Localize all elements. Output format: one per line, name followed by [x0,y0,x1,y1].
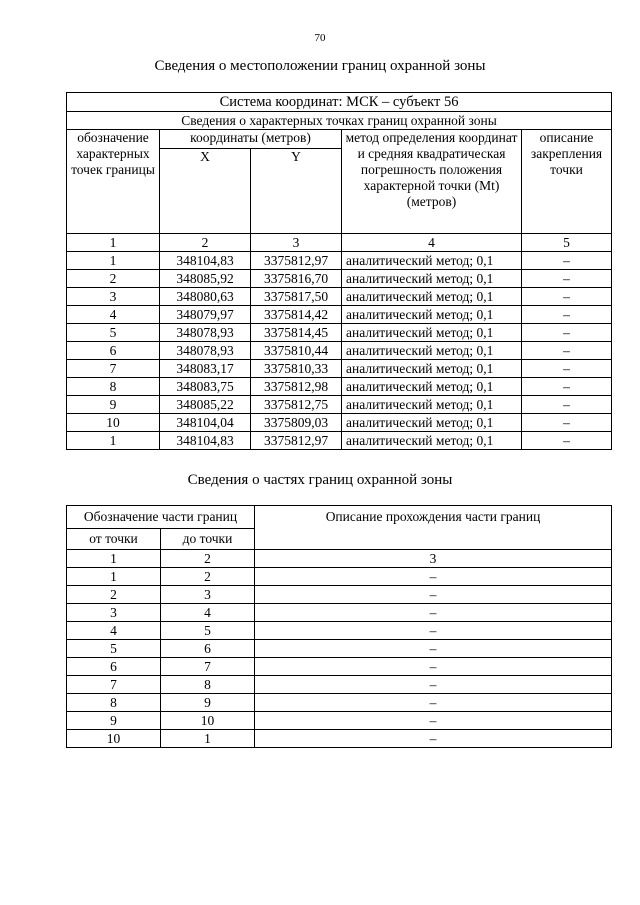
part-description: – [255,694,612,712]
to-point: 3 [161,586,255,604]
point-number: 8 [67,378,160,396]
method-cell: аналитический метод; 0,1 [342,324,522,342]
table-row [67,640,612,658]
table-row [67,568,612,586]
point-number: 1 [67,252,160,270]
point-number: 3 [67,288,160,306]
method-cell: аналитический метод; 0,1 [342,252,522,270]
description-cell: – [522,432,612,450]
description-cell: – [522,324,612,342]
method-cell: аналитический метод; 0,1 [342,306,522,324]
from-point: 6 [67,658,161,676]
table-row [67,432,612,450]
description-cell: – [522,288,612,306]
table-row [67,658,612,676]
column-number: 4 [342,234,522,252]
column-number: 1 [67,234,160,252]
header-y: Y [251,149,342,234]
table-row [67,730,612,748]
table-row [67,270,612,288]
method-cell: аналитический метод; 0,1 [342,288,522,306]
header-coordinates: координаты (метров) [160,130,342,149]
coord-x: 348079,97 [160,306,251,324]
description-cell: – [522,306,612,324]
to-point: 9 [161,694,255,712]
part-description: – [255,586,612,604]
part-description: – [255,676,612,694]
from-point: 10 [67,730,161,748]
section-title-location: Сведения о местоположении границ охранной зоны [154,58,486,74]
method-cell: аналитический метод; 0,1 [342,432,522,450]
part-description: – [255,622,612,640]
table-row [67,676,612,694]
point-number: 6 [67,342,160,360]
to-point: 1 [161,730,255,748]
coord-y: 3375812,75 [251,396,342,414]
table-row [67,586,612,604]
coord-x: 348104,83 [160,252,251,270]
header-x: X [160,149,251,234]
method-cell: аналитический метод; 0,1 [342,378,522,396]
part-description: – [255,604,612,622]
point-number: 7 [67,360,160,378]
point-number: 5 [67,324,160,342]
description-cell: – [522,414,612,432]
from-point: 7 [67,676,161,694]
page-number: 70 [314,32,326,44]
description-cell: – [522,360,612,378]
point-number: 10 [67,414,160,432]
description-cell: – [522,396,612,414]
from-point: 8 [67,694,161,712]
coord-y: 3375816,70 [251,270,342,288]
coord-y: 3375812,97 [251,252,342,270]
point-number: 9 [67,396,160,414]
coord-y: 3375817,50 [251,288,342,306]
to-point: 5 [161,622,255,640]
from-point: 3 [67,604,161,622]
header-from-point: от точки [67,529,161,550]
column-number: 1 [67,550,161,568]
to-point: 4 [161,604,255,622]
column-number: 3 [255,550,612,568]
table-subtitle: Сведения о характерных точках границ охранной зоны [67,112,612,130]
coord-x: 348078,93 [160,342,251,360]
from-point: 1 [67,568,161,586]
table-row [67,396,612,414]
table-row [67,622,612,640]
coord-x: 348083,75 [160,378,251,396]
to-point: 6 [161,640,255,658]
method-cell: аналитический метод; 0,1 [342,360,522,378]
coord-y: 3375810,44 [251,342,342,360]
table-row [67,252,612,270]
table-row [67,712,612,730]
part-description: – [255,730,612,748]
to-point: 2 [161,568,255,586]
part-description: – [255,568,612,586]
description-cell: – [522,270,612,288]
method-cell: аналитический метод; 0,1 [342,414,522,432]
coord-x: 348104,04 [160,414,251,432]
description-cell: – [522,342,612,360]
point-number: 4 [67,306,160,324]
header-part-designation: Обозначение части границ [67,506,255,529]
section-title-parts: Сведения о частях границ охранной зоны [187,472,453,488]
point-number: 2 [67,270,160,288]
description-cell: – [522,252,612,270]
table-row [67,288,612,306]
header-method: метод определения координат и средняя квадратическая погрешность положения характерной точки (Mt) (метров) [342,130,522,234]
coord-y: 3375812,97 [251,432,342,450]
table-row [67,306,612,324]
table-row [67,414,612,432]
coord-x: 348085,22 [160,396,251,414]
coord-y: 3375810,33 [251,360,342,378]
column-number: 3 [251,234,342,252]
table-row [67,360,612,378]
coord-x: 348078,93 [160,324,251,342]
table-row [67,378,612,396]
from-point: 2 [67,586,161,604]
header-point-designation: обозначение характерных точек границы [67,130,160,234]
coord-x: 348080,63 [160,288,251,306]
table-row [67,324,612,342]
to-point: 10 [161,712,255,730]
part-description: – [255,712,612,730]
coord-y: 3375814,45 [251,324,342,342]
to-point: 8 [161,676,255,694]
description-cell: – [522,378,612,396]
column-number: 2 [161,550,255,568]
point-number: 1 [67,432,160,450]
from-point: 5 [67,640,161,658]
header-to-point: до точки [161,529,255,550]
part-description: – [255,640,612,658]
to-point: 7 [161,658,255,676]
from-point: 4 [67,622,161,640]
table-row [67,342,612,360]
header-description: описание закрепления точки [522,130,612,234]
coordinate-system: Система координат: МСК – субъект 56 [67,93,612,112]
boundary-parts-table [66,505,612,748]
column-number: 2 [160,234,251,252]
from-point: 9 [67,712,161,730]
method-cell: аналитический метод; 0,1 [342,342,522,360]
column-number: 5 [522,234,612,252]
part-description: – [255,658,612,676]
header-part-description: Описание прохождения части границ [255,506,612,550]
coord-y: 3375809,03 [251,414,342,432]
coord-x: 348085,92 [160,270,251,288]
coord-y: 3375814,42 [251,306,342,324]
method-cell: аналитический метод; 0,1 [342,396,522,414]
coord-y: 3375812,98 [251,378,342,396]
table-row [67,694,612,712]
method-cell: аналитический метод; 0,1 [342,270,522,288]
table-row [67,604,612,622]
boundary-points-table [66,92,612,450]
coord-x: 348104,83 [160,432,251,450]
coord-x: 348083,17 [160,360,251,378]
